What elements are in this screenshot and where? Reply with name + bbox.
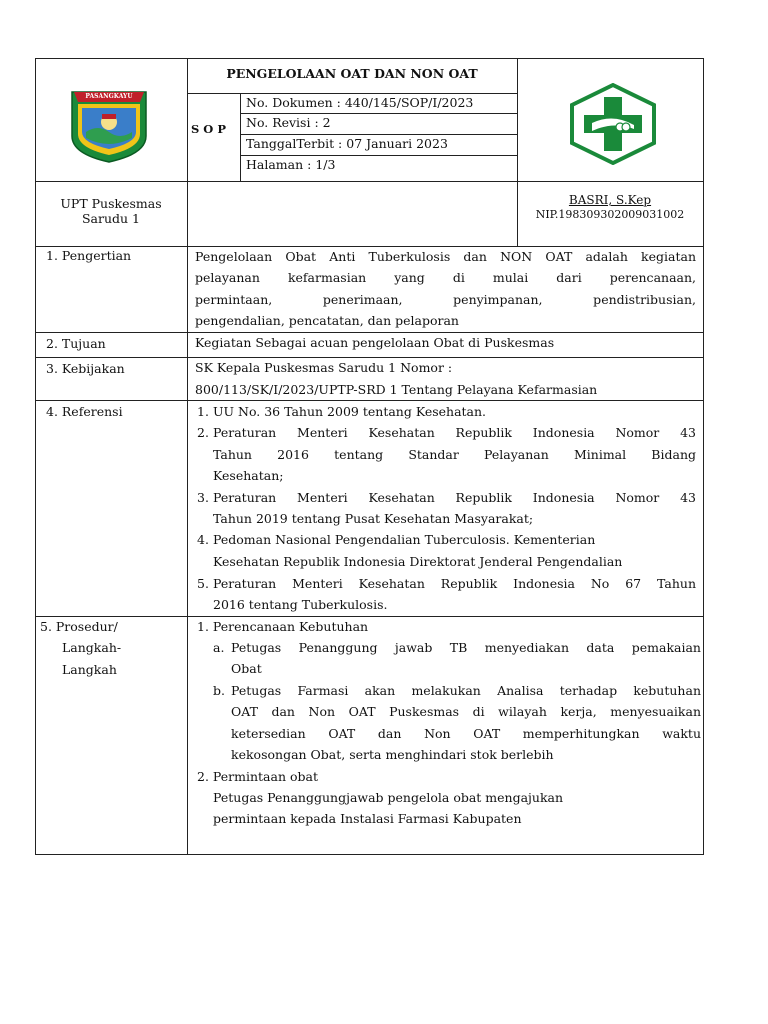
referensi-number: 1. <box>197 404 209 419</box>
prosedur-step-2: 2. Permintaan obat <box>197 769 318 784</box>
referensi-number: 5. <box>197 576 209 591</box>
document-number: No. Dokumen : 440/145/SOP/I/2023 <box>246 95 474 110</box>
referensi-line: Pedoman Nasional Pengendalian Tuberculosis. Kementerian <box>213 532 596 547</box>
referensi-line: Peraturan Menteri Kesehatan Republik Indonesia Nomor 43 <box>213 490 696 505</box>
puskesmas-logo <box>568 83 658 165</box>
tujuan-text: Kegiatan Sebagai acuan pengelolaan Obat di Puskesmas <box>195 335 555 350</box>
prosedur-substep-number: b. <box>213 683 225 698</box>
section-label-prosedur: Langkah <box>62 662 117 677</box>
prosedur-step-2-line: Petugas Penanggungjawab pengelola obat mengajukan <box>213 790 564 805</box>
regency-logo-text: PASANGKAYU <box>85 93 133 100</box>
referensi-line: Kesehatan; <box>213 468 284 483</box>
section-label-pengertian: 1. Pengertian <box>46 248 132 263</box>
section-label-tujuan: 2. Tujuan <box>46 336 106 351</box>
prosedur-step-1: 1. Perencanaan Kebutuhan <box>197 619 369 634</box>
referensi-line: UU No. 36 Tahun 2009 tentang Kesehatan. <box>213 404 487 419</box>
referensi-line: 2016 tentang Tuberkulosis. <box>213 597 388 612</box>
kebijakan-line: SK Kepala Puskesmas Sarudu 1 Nomor : <box>195 360 453 375</box>
referensi-number: 2. <box>197 425 209 440</box>
pengertian-line: pengendalian, pencatatan, dan pelaporan <box>195 313 459 328</box>
section-label-prosedur: 5. Prosedur/ <box>40 619 118 634</box>
pengertian-line: pelayanan kefarmasian yang di mulai dari perencanaan, <box>195 270 696 285</box>
signer-name: BASRI, S.Kep <box>568 193 652 207</box>
prosedur-step-2-line: permintaan kepada Instalasi Farmasi Kabupaten <box>213 811 522 826</box>
referensi-line: Peraturan Menteri Kesehatan Republik Indonesia No 67 Tahun <box>213 576 696 591</box>
sop-label: S O P <box>191 122 226 136</box>
pengertian-line: permintaan, penerimaan, penyimpanan, pendistribusian, <box>195 292 696 307</box>
prosedur-substep-line: Petugas Farmasi akan melakukan Analisa terhadap kebutuhan <box>231 683 701 698</box>
prosedur-substep-line: Petugas Penanggung jawab TB menyediakan data pemakaian <box>231 640 701 655</box>
section-label-prosedur: Langkah- <box>62 640 122 655</box>
prosedur-substep-number: a. <box>213 640 225 655</box>
referensi-number: 4. <box>197 532 209 547</box>
prosedur-substep-line: OAT dan Non OAT Puskesmas di wilayah kerja, menyesuaikan <box>231 704 701 719</box>
kebijakan-line: 800/113/SK/I/2023/UPTP-SRD 1 Tentang Pelayana Kefarmasian <box>195 382 598 397</box>
referensi-number: 3. <box>197 490 209 505</box>
issue-date: TanggalTerbit : 07 Januari 2023 <box>246 136 448 151</box>
section-label-kebijakan: 3. Kebijakan <box>46 361 125 376</box>
referensi-line: Peraturan Menteri Kesehatan Republik Indonesia Nomor 43 <box>213 425 696 440</box>
prosedur-substep-line: kekosongan Obat, serta menghindari stok berlebih <box>231 747 554 762</box>
regency-logo <box>68 88 150 164</box>
org-name-line2: Sarudu 1 <box>81 211 141 226</box>
pengertian-line: Pengelolaan Obat Anti Tuberkulosis dan NON OAT adalah kegiatan <box>195 249 696 264</box>
section-label-referensi: 4. Referensi <box>46 404 123 419</box>
prosedur-substep-line: ketersedian OAT dan Non OAT memperhitungkan waktu <box>231 726 701 741</box>
page-number: Halaman : 1/3 <box>246 157 336 172</box>
org-name-line1: UPT Puskesmas <box>60 196 162 211</box>
revision-number: No. Revisi : 2 <box>246 115 331 130</box>
prosedur-substep-line: Obat <box>231 661 262 676</box>
signer-nip: NIP.198309302009031002 <box>535 208 685 221</box>
referensi-line: Tahun 2016 tentang Standar Pelayanan Minimal Bidang <box>213 447 696 462</box>
document-title: PENGELOLAAN OAT DAN NON OAT <box>226 66 478 81</box>
referensi-line: Kesehatan Republik Indonesia Direktorat Jenderal Pengendalian <box>213 554 623 569</box>
referensi-line: Tahun 2019 tentang Pusat Kesehatan Masyarakat; <box>213 511 534 526</box>
